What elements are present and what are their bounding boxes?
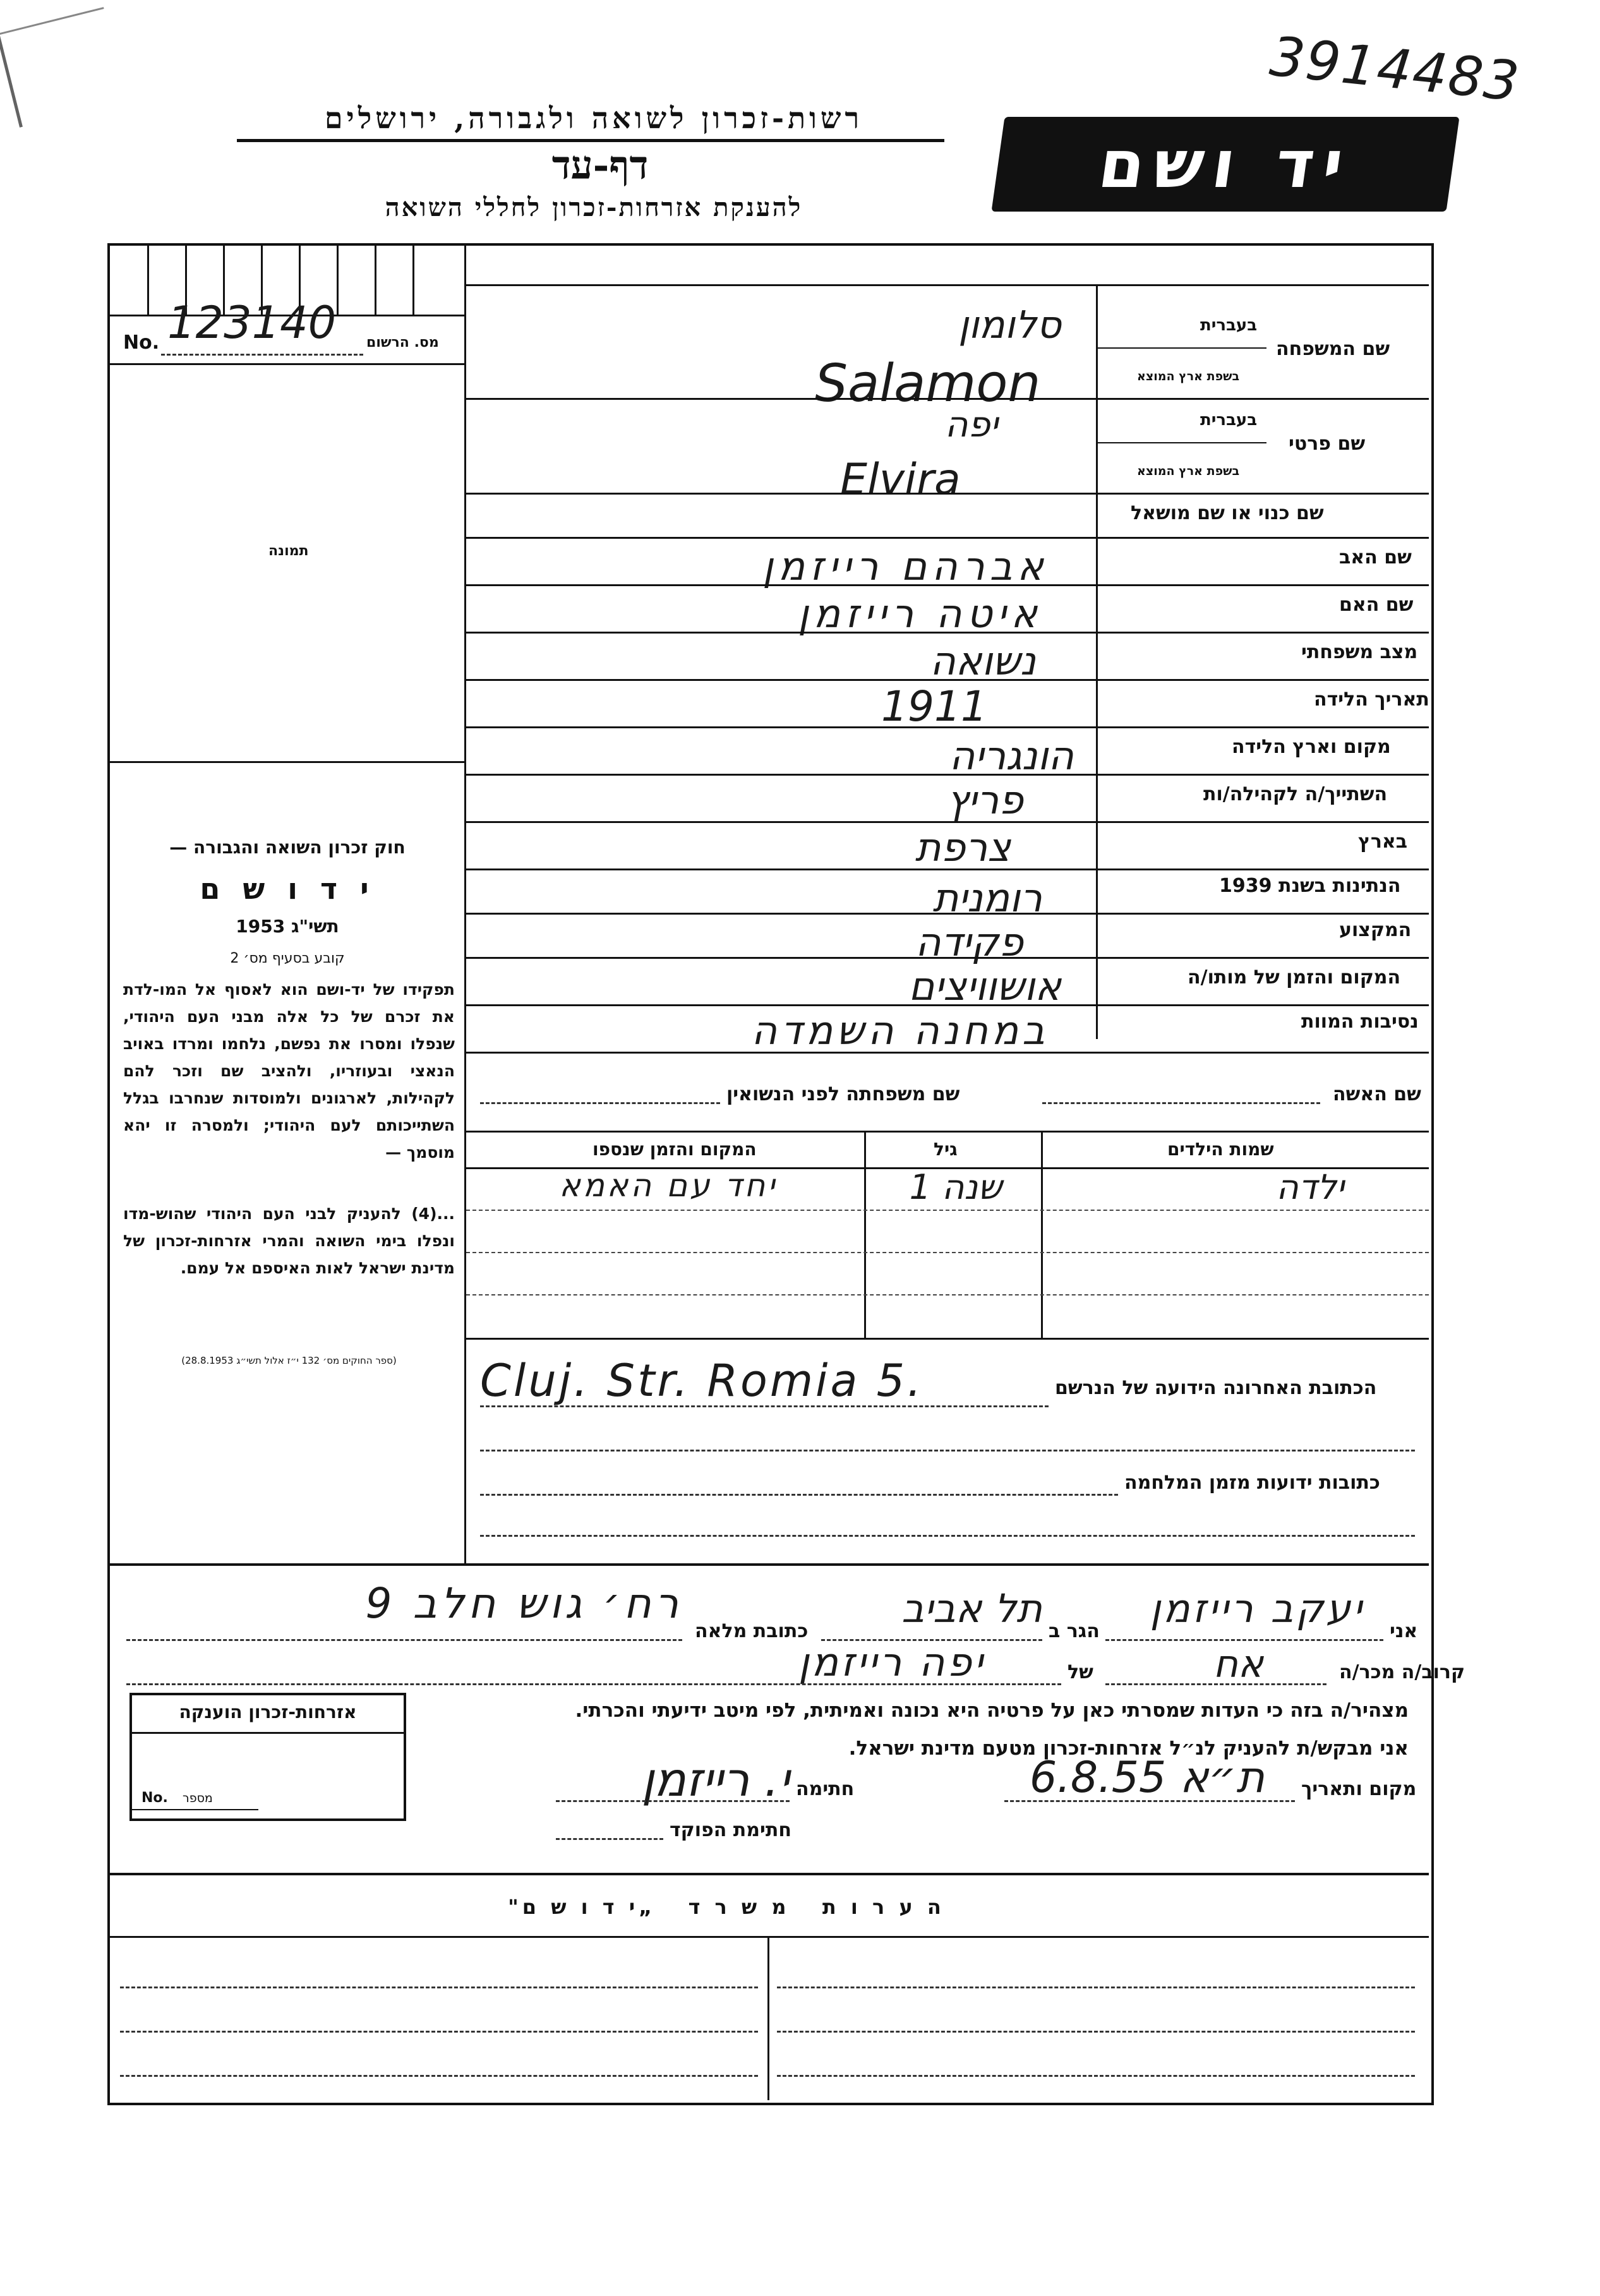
- place-date-value: 6.8.55 ת״א: [1030, 1753, 1265, 1803]
- registration-label: מס. הרשום: [366, 335, 439, 351]
- table-row: [466, 1210, 1429, 1253]
- citizenship-no-label: No.: [141, 1790, 168, 1806]
- logo-text: יד ושם: [1093, 126, 1357, 203]
- birthdate-value: 1911: [881, 682, 987, 731]
- surname-origin: Salamon: [815, 354, 1041, 414]
- photo-label: תמונה: [268, 543, 309, 559]
- nickname-label: שם כנוי או שם מושאל: [1131, 502, 1324, 524]
- left-column-divider: [464, 243, 466, 1563]
- child-place: יחד עם האמא: [559, 1167, 778, 1204]
- law-title: חוק זכרון השואה והגבורה —: [169, 837, 406, 858]
- row-line: [464, 537, 1429, 539]
- wife-label: שם האשה: [1333, 1083, 1421, 1105]
- row-line: [464, 493, 1429, 495]
- row-line: [464, 679, 1429, 681]
- child-age: שנה 1: [909, 1167, 1002, 1207]
- relative-label: קרוב/ה מכר/ה: [1339, 1661, 1465, 1683]
- table-row: [466, 1294, 1429, 1337]
- child-name: ילדה: [1276, 1167, 1344, 1207]
- full-address-label: כתובת מלאה: [695, 1620, 809, 1642]
- mother-label: שם האם: [1339, 594, 1414, 616]
- marital-value: נשואה: [930, 638, 1036, 684]
- registration-number: 123140: [167, 297, 337, 349]
- officer-signature-label: חתימת הפוקד: [670, 1819, 791, 1841]
- citizenship-label: הנתינות בשנת 1939: [1219, 875, 1401, 897]
- row-line: [464, 1052, 1429, 1054]
- table-row: [466, 1167, 1429, 1211]
- profession-value: פקידה: [915, 919, 1023, 965]
- war-address-label: כתובות ידועות מזמן המלחמה: [1124, 1472, 1380, 1494]
- place-date-label: מקום ותאריך: [1301, 1778, 1417, 1800]
- declaration-text: מצהיר/ה בזה כי העדות שמסרתי כאן על פרטיה היא נכונה ואמיתית, לפי מיטב ידיעתי והכרתי.: [575, 1699, 1409, 1722]
- children-col-age: גיל: [934, 1139, 958, 1160]
- last-address-label: הכתובת האחרונה הידועה של הנרשם: [1055, 1377, 1377, 1399]
- profession-label: המקצוע: [1339, 919, 1412, 941]
- corner-scribble: [0, 7, 127, 128]
- registration-no-label: No.: [123, 332, 160, 354]
- firstname-origin-sub: בשפת ארץ המוצא: [1137, 464, 1240, 478]
- witness-resides-label: הגר ב: [1049, 1620, 1100, 1642]
- children-col-names: שמות הילדים: [1167, 1139, 1274, 1160]
- row-line: [464, 957, 1429, 959]
- yad-vashem-logo: [991, 117, 1459, 212]
- row-line: [464, 398, 1429, 400]
- law-year: תשי"ג 1953: [236, 916, 339, 937]
- surname-hebrew-sub: בעברית: [1200, 316, 1258, 335]
- form-title: דף-עד: [551, 142, 649, 188]
- row-line: [464, 632, 1429, 634]
- mother-value: איטה רייזמן: [798, 591, 1042, 637]
- country-label: בארץ: [1358, 831, 1408, 853]
- birthplace-label: מקום וארץ הלידה: [1232, 736, 1391, 758]
- witness-city: תל אביב: [901, 1585, 1042, 1632]
- death-place-label: המקום והזמן של מותו/ה: [1188, 966, 1401, 989]
- archive-number: 3914483: [1266, 25, 1524, 114]
- signature-label: חתימה: [796, 1778, 855, 1800]
- birthplace-value: הונגריה: [949, 733, 1074, 779]
- community-value: פריץ: [946, 777, 1023, 823]
- top-right-line: [464, 284, 1429, 286]
- row-line: [464, 584, 1429, 586]
- relation-value: אח: [1213, 1642, 1263, 1686]
- citizenship-value: רומנית: [932, 875, 1042, 921]
- death-place-value: אושוויצים: [908, 963, 1061, 1009]
- citizenship-granted-title: אזרחות-זכרון הוענקה: [179, 1702, 357, 1722]
- row-line: [464, 1004, 1429, 1006]
- office-notes-title: ה ע ר ו ת מ ש ר ד „י ד ו ש ם": [508, 1895, 945, 1919]
- row-line: [464, 774, 1429, 776]
- community-label: השתייך/ה לקהילה/ות: [1203, 783, 1388, 805]
- of-name-value: יפה רייזמן: [798, 1639, 985, 1685]
- last-address-value: Cluj. Str. Romia 5.: [480, 1355, 924, 1407]
- father-value: אברהם רייזמן: [762, 543, 1049, 589]
- firstname-origin: Elvira: [840, 455, 961, 505]
- address-bottom-line: [109, 1563, 1429, 1566]
- notes-top-line: [109, 1873, 1429, 1875]
- birthdate-label: תאריך הלידה: [1314, 688, 1429, 711]
- death-circ-value: במחנה השמדה: [751, 1007, 1049, 1054]
- death-circ-label: נסיבות המוות: [1301, 1011, 1419, 1033]
- row-line: [464, 869, 1429, 870]
- children-bottom-line: [464, 1338, 1429, 1340]
- authority-line: רשות-זכרון לשואה ולגבורה, ירושלים: [324, 101, 863, 135]
- country-value: צרפת: [915, 824, 1011, 870]
- marital-label: מצב משפחתי: [1301, 641, 1418, 663]
- notes-divider: [767, 1936, 769, 2100]
- citizenship-number-label: מספר: [183, 1791, 213, 1805]
- law-name: י ד ו ש ם: [200, 872, 375, 906]
- children-table: [466, 1133, 1429, 1338]
- children-col-place: המקום והזמן שנספו: [592, 1139, 757, 1160]
- photo-bottom-line: [109, 761, 464, 763]
- row-line: [464, 913, 1429, 915]
- row-line: [464, 726, 1429, 728]
- of-label: של: [1068, 1661, 1093, 1683]
- witness-i-label: אני: [1390, 1620, 1418, 1642]
- law-reference: (ספר החוקים מס׳ 132 י״ז אלול תשי״ג 28.8.1953): [181, 1355, 397, 1366]
- full-address-value: רח׳ גוש חלב 9: [365, 1579, 682, 1628]
- father-label: שם האב: [1339, 546, 1412, 568]
- surname-hebrew: סלומון: [958, 303, 1061, 347]
- table-row: [466, 1252, 1429, 1295]
- surname-label: שם המשפחה: [1276, 338, 1390, 360]
- surname-origin-sub: בשפת ארץ המוצא: [1137, 370, 1240, 383]
- firstname-hebrew-sub: בעברית: [1200, 411, 1258, 430]
- law-text-1: תפקידו של יד-ושם הוא לאסוף אל המו-לדת את זכרם של כל אלה מבני העם היהודי, שנפלו ומסרו את נפשם, נלחמו ומרדו באויב הנאצי ובעוזריו, ולהציב שם וזכר להם לקהילות, לארגונים ולמוסדות שנחרבו בגלל השתייכותם לעם היהודי; ולמסרה זו יהא מוסמך —: [123, 980, 455, 1162]
- citizenship-granted-box: [129, 1693, 406, 1821]
- firstname-hebrew: יפה: [944, 404, 998, 445]
- law-text-2: ...(4) להעניק לבני העם היהודי שהוש-מדו ונפלו בימי השואה והמרי אזרחות-זכרון של מדינת ישראל לאות האיספם אל עמם.: [123, 1205, 455, 1277]
- firstname-label: שם פרטי: [1289, 433, 1366, 455]
- form-subtitle: להענקת אזרחות-זכרון לחללי השואה: [385, 193, 803, 222]
- request-text: אני מבקש/ת להעניק לנ״ל אזרחות-זכרון מטעם מדינת ישראל.: [848, 1737, 1409, 1760]
- maiden-name-label: שם משפחתה לפני הנשואין: [726, 1083, 960, 1105]
- law-section: קובע בסעיף מס׳ 2: [230, 951, 345, 966]
- row-line: [464, 821, 1429, 823]
- photo-top-line: [109, 363, 464, 365]
- witness-name: יעקב רייזמן: [1150, 1585, 1364, 1632]
- signature-value: י. רייזמן: [641, 1753, 790, 1807]
